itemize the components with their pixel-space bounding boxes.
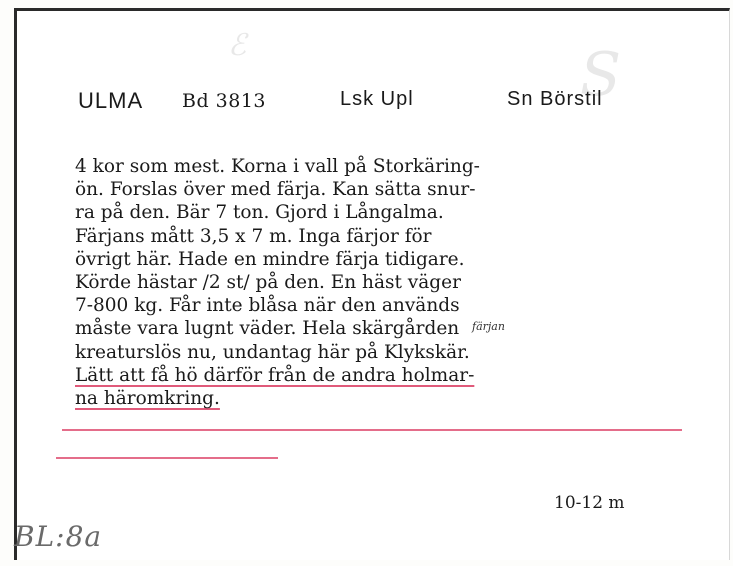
header-province: Lsk Upl xyxy=(340,88,414,110)
body-line: 4 kor som mest. Korna i vall på Storkäring- xyxy=(75,156,480,177)
measure-note: 10-12 m xyxy=(554,493,625,513)
archive-stamp: BL:8a xyxy=(14,520,103,553)
header-name: ULMA xyxy=(78,88,144,113)
show-through-mark: S xyxy=(580,40,622,110)
header-parish: Sn Börstil xyxy=(507,88,603,110)
card-body xyxy=(75,155,685,410)
body-line: övrigt här. Hade en mindre färja tidigare. xyxy=(75,248,465,270)
body-line: 7-800 kg. Får inte blåsa när den används xyxy=(75,295,460,317)
body-line-underlined: Lätt att få hö därför från de andra holmar- xyxy=(75,364,475,386)
body-line-underlined: na häromkring. xyxy=(75,387,220,409)
underline-rule xyxy=(56,457,278,459)
body-line: Färjans mått 3,5 x 7 m. Inga färjor för xyxy=(75,225,432,247)
show-through-mark: ℰ xyxy=(228,28,247,63)
underline-rule xyxy=(62,429,682,431)
body-line: kreaturslös nu, undantag här på Klykskär. xyxy=(75,341,470,363)
body-line: Körde hästar /2 st/ på den. En häst väger xyxy=(75,271,461,293)
header-record: Bd 3813 xyxy=(182,90,267,112)
handwritten-insertion: färjan xyxy=(472,320,505,333)
body-line: ön. Forslas över med färja. Kan sätta snur- xyxy=(75,179,476,201)
body-line: måste vara lugnt väder. Hela skärgården xyxy=(75,318,460,340)
body-line: ra på den. Bär 7 ton. Gjord i Långalma. xyxy=(75,202,444,224)
